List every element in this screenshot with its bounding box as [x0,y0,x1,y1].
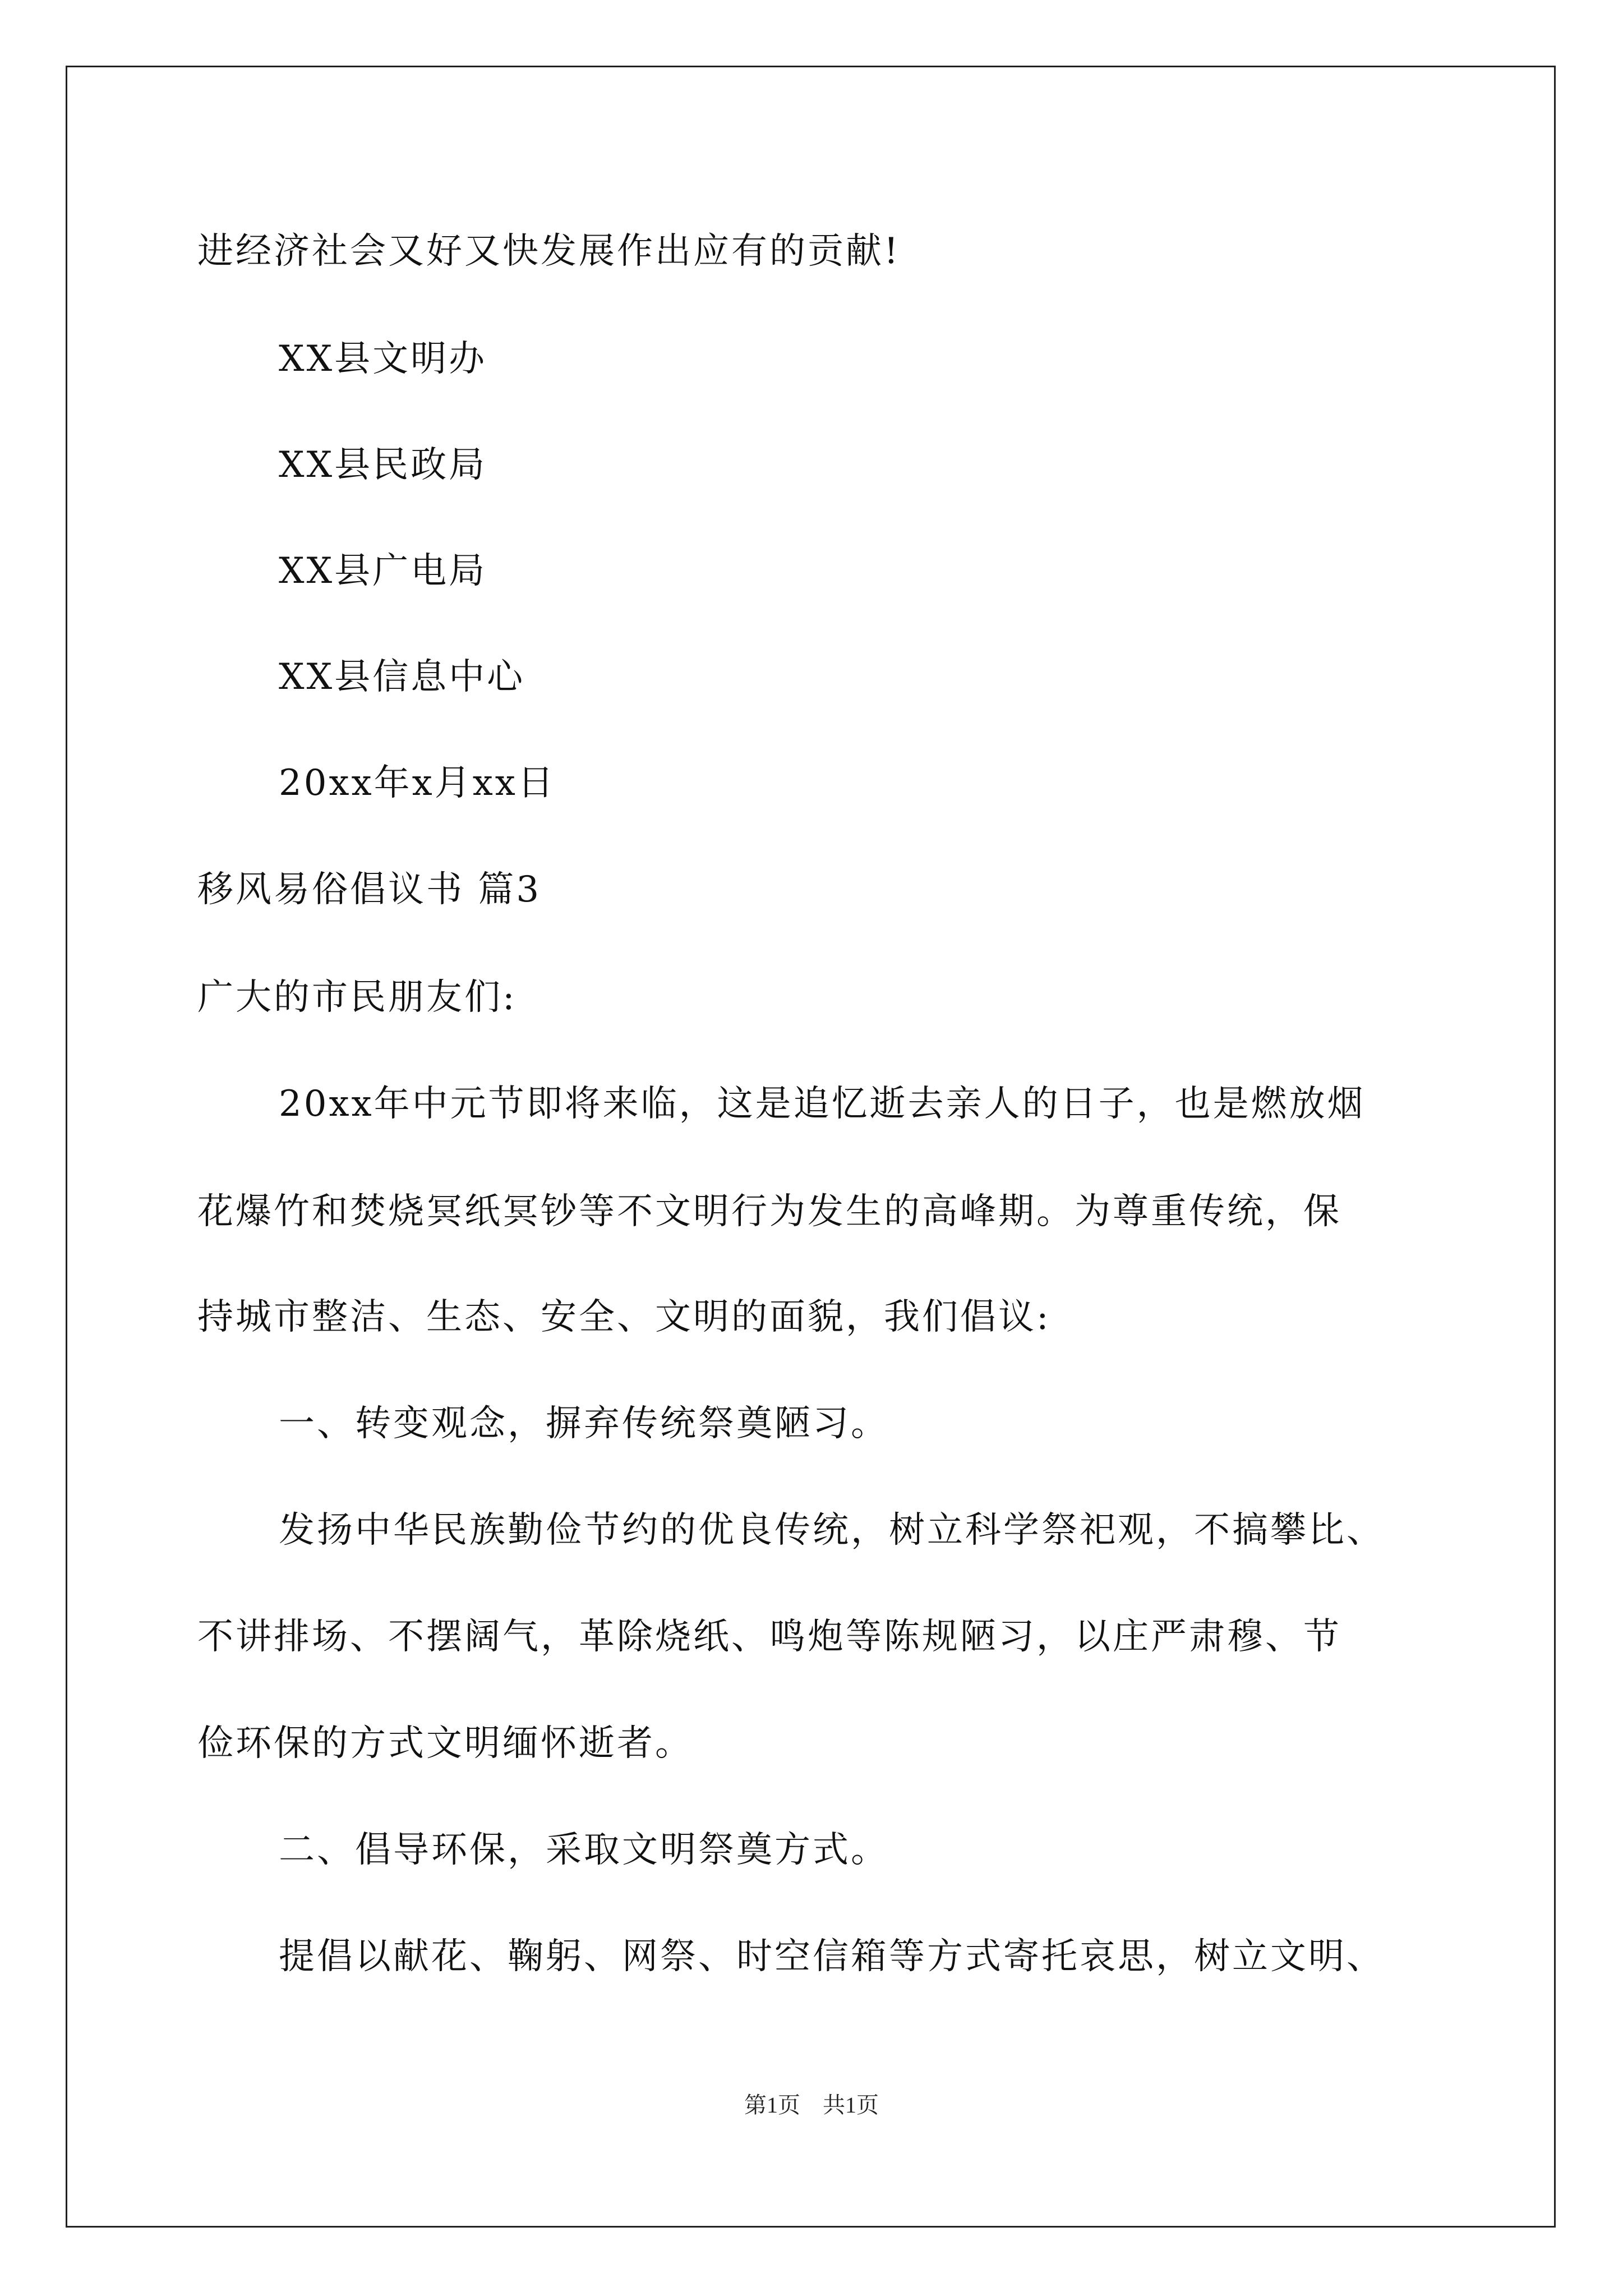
page-border [66,66,1556,2228]
signature-broadcast-bureau: XX县广电局 [279,550,487,592]
body-line-continuation: 进经济社会又好又快发展作出应有的贡献! [197,231,901,272]
section-heading: 移风易俗倡议书 篇3 [197,869,542,910]
paragraph-line: 20xx年中元节即将来临，这是追忆逝去亲人的日子，也是燃放烟 [279,1083,1366,1125]
proposal-heading-2: 二、倡导环保，采取文明祭奠方式。 [279,1829,889,1871]
paragraph-line: 俭环保的方式文明缅怀逝者。 [197,1723,693,1764]
paragraph-line: 持城市整洁、生态、安全、文明的面貌，我们倡议: [197,1296,1051,1338]
paragraph-line: 花爆竹和焚烧冥纸冥钞等不文明行为发生的高峰期。为尊重传统，保 [197,1191,1341,1232]
proposal-heading-1: 一、转变观念，摒弃传统祭奠陋习。 [279,1403,889,1444]
signature-date: 20xx年x月xx日 [279,762,556,804]
paragraph-line: 不讲排场、不摆阔气，革除烧纸、鸣炮等陈规陋习，以庄严肃穆、节 [197,1616,1341,1658]
signature-civil-affairs-bureau: XX县民政局 [279,444,487,486]
page-footer: 第1页 共1页 [744,2092,879,2118]
paragraph-line: 发扬中华民族勤俭节约的优良传统，树立科学祭祀观，不搞攀比、 [279,1510,1385,1551]
salutation: 广大的市民朋友们: [197,977,517,1018]
paragraph-line: 提倡以献花、鞠躬、网祭、时空信箱等方式寄托哀思，树立文明、 [279,1936,1385,1977]
signature-information-center: XX县信息中心 [279,656,525,698]
signature-civilization-office: XX县文明办 [279,338,487,380]
